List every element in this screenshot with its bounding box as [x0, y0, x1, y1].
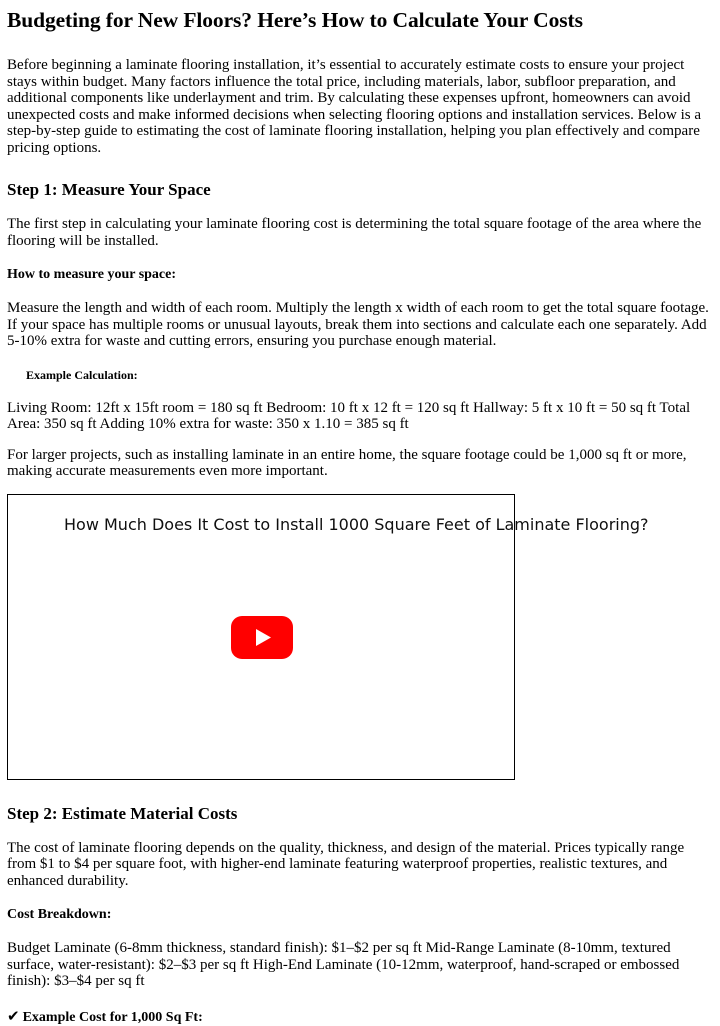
step2-heading: Step 2: Estimate Material Costs [7, 803, 238, 823]
cost-breakdown-text: Budget Laminate (6-8mm thickness, standard finish): $1–$2 per sq ft Mid-Range Laminate (8-10mm, textured surface, water-resistant): $2–$3 per sq ft High-End Laminate (10-12mm, waterproof, hand-scraped or embossed finish): $3–$4 per sq ft [7, 940, 680, 989]
example-calculation-heading: Example Calculation: [26, 367, 138, 382]
larger-projects-paragraph: For larger projects, such as installing laminate in an entire home, the square footage could be 1,000 sq ft or more, making accurate measurements even more important. [7, 446, 687, 479]
measure-subheading: How to measure your space: [7, 267, 177, 282]
video-title[interactable]: How Much Does It Cost to Install 1000 Square Feet of Laminate Flooring? [64, 514, 649, 534]
intro-paragraph: Before beginning a laminate flooring installation, it’s essential to accurately estimate costs to ensure your project stays within budget. Many factors influence the total price, including materials, labor, subfloor preparation, and additional components like underlayment and trim. By calculating these expenses upfront, homeowners can avoid unexpected costs and make informed decisions when selecting flooring options and installation services. Below is a step-by-step guide to estimating the cost of laminate flooring installation, helping you plan effectively and compare pricing options. [7, 57, 701, 156]
measure-instructions: Measure the length and width of each room. Multiply the length x width of each room to get the total square footage. If your space has multiple rooms or unusual layouts, break them into sections and calculate each one separately. Add 5-10% extra for waste and cutting errors, ensuring you purchase enough material. [7, 300, 709, 349]
video-embed[interactable] [7, 494, 649, 780]
example-cost-label: Example Cost for 1,000 Sq Ft: [22, 1009, 203, 1025]
example-cost-heading [7, 1008, 713, 1026]
youtube-play-icon[interactable] [231, 616, 293, 659]
step1-heading: Step 1: Measure Your Space [7, 180, 211, 199]
example-calculation-text: Living Room: 12ft x 15ft room = 180 sq ft Bedroom: 10 ft x 12 ft = 120 sq ft Hallway: 5 ft x 10 ft = 50 sq ft Total Area: 350 sq ft Adding 10% extra for waste: 350 x 1.10 = 385 sq ft [7, 399, 691, 432]
step2-paragraph: The cost of laminate flooring depends on the quality, thickness, and design of the material. Prices typically range from $1 to $4 per square foot, with higher-end laminate featuring waterproof properties, realistic textures, and enhanced durability. [7, 839, 685, 889]
cost-breakdown-heading: Cost Breakdown: [7, 907, 112, 922]
step1-paragraph: The first step in calculating your laminate flooring cost is determining the total square footage of the area where the flooring will be installed. [7, 216, 702, 249]
article-title: Budgeting for New Floors? Here’s How to Calculate Your Costs [7, 8, 583, 32]
check-mark-icon: ✔ [7, 1006, 20, 1025]
